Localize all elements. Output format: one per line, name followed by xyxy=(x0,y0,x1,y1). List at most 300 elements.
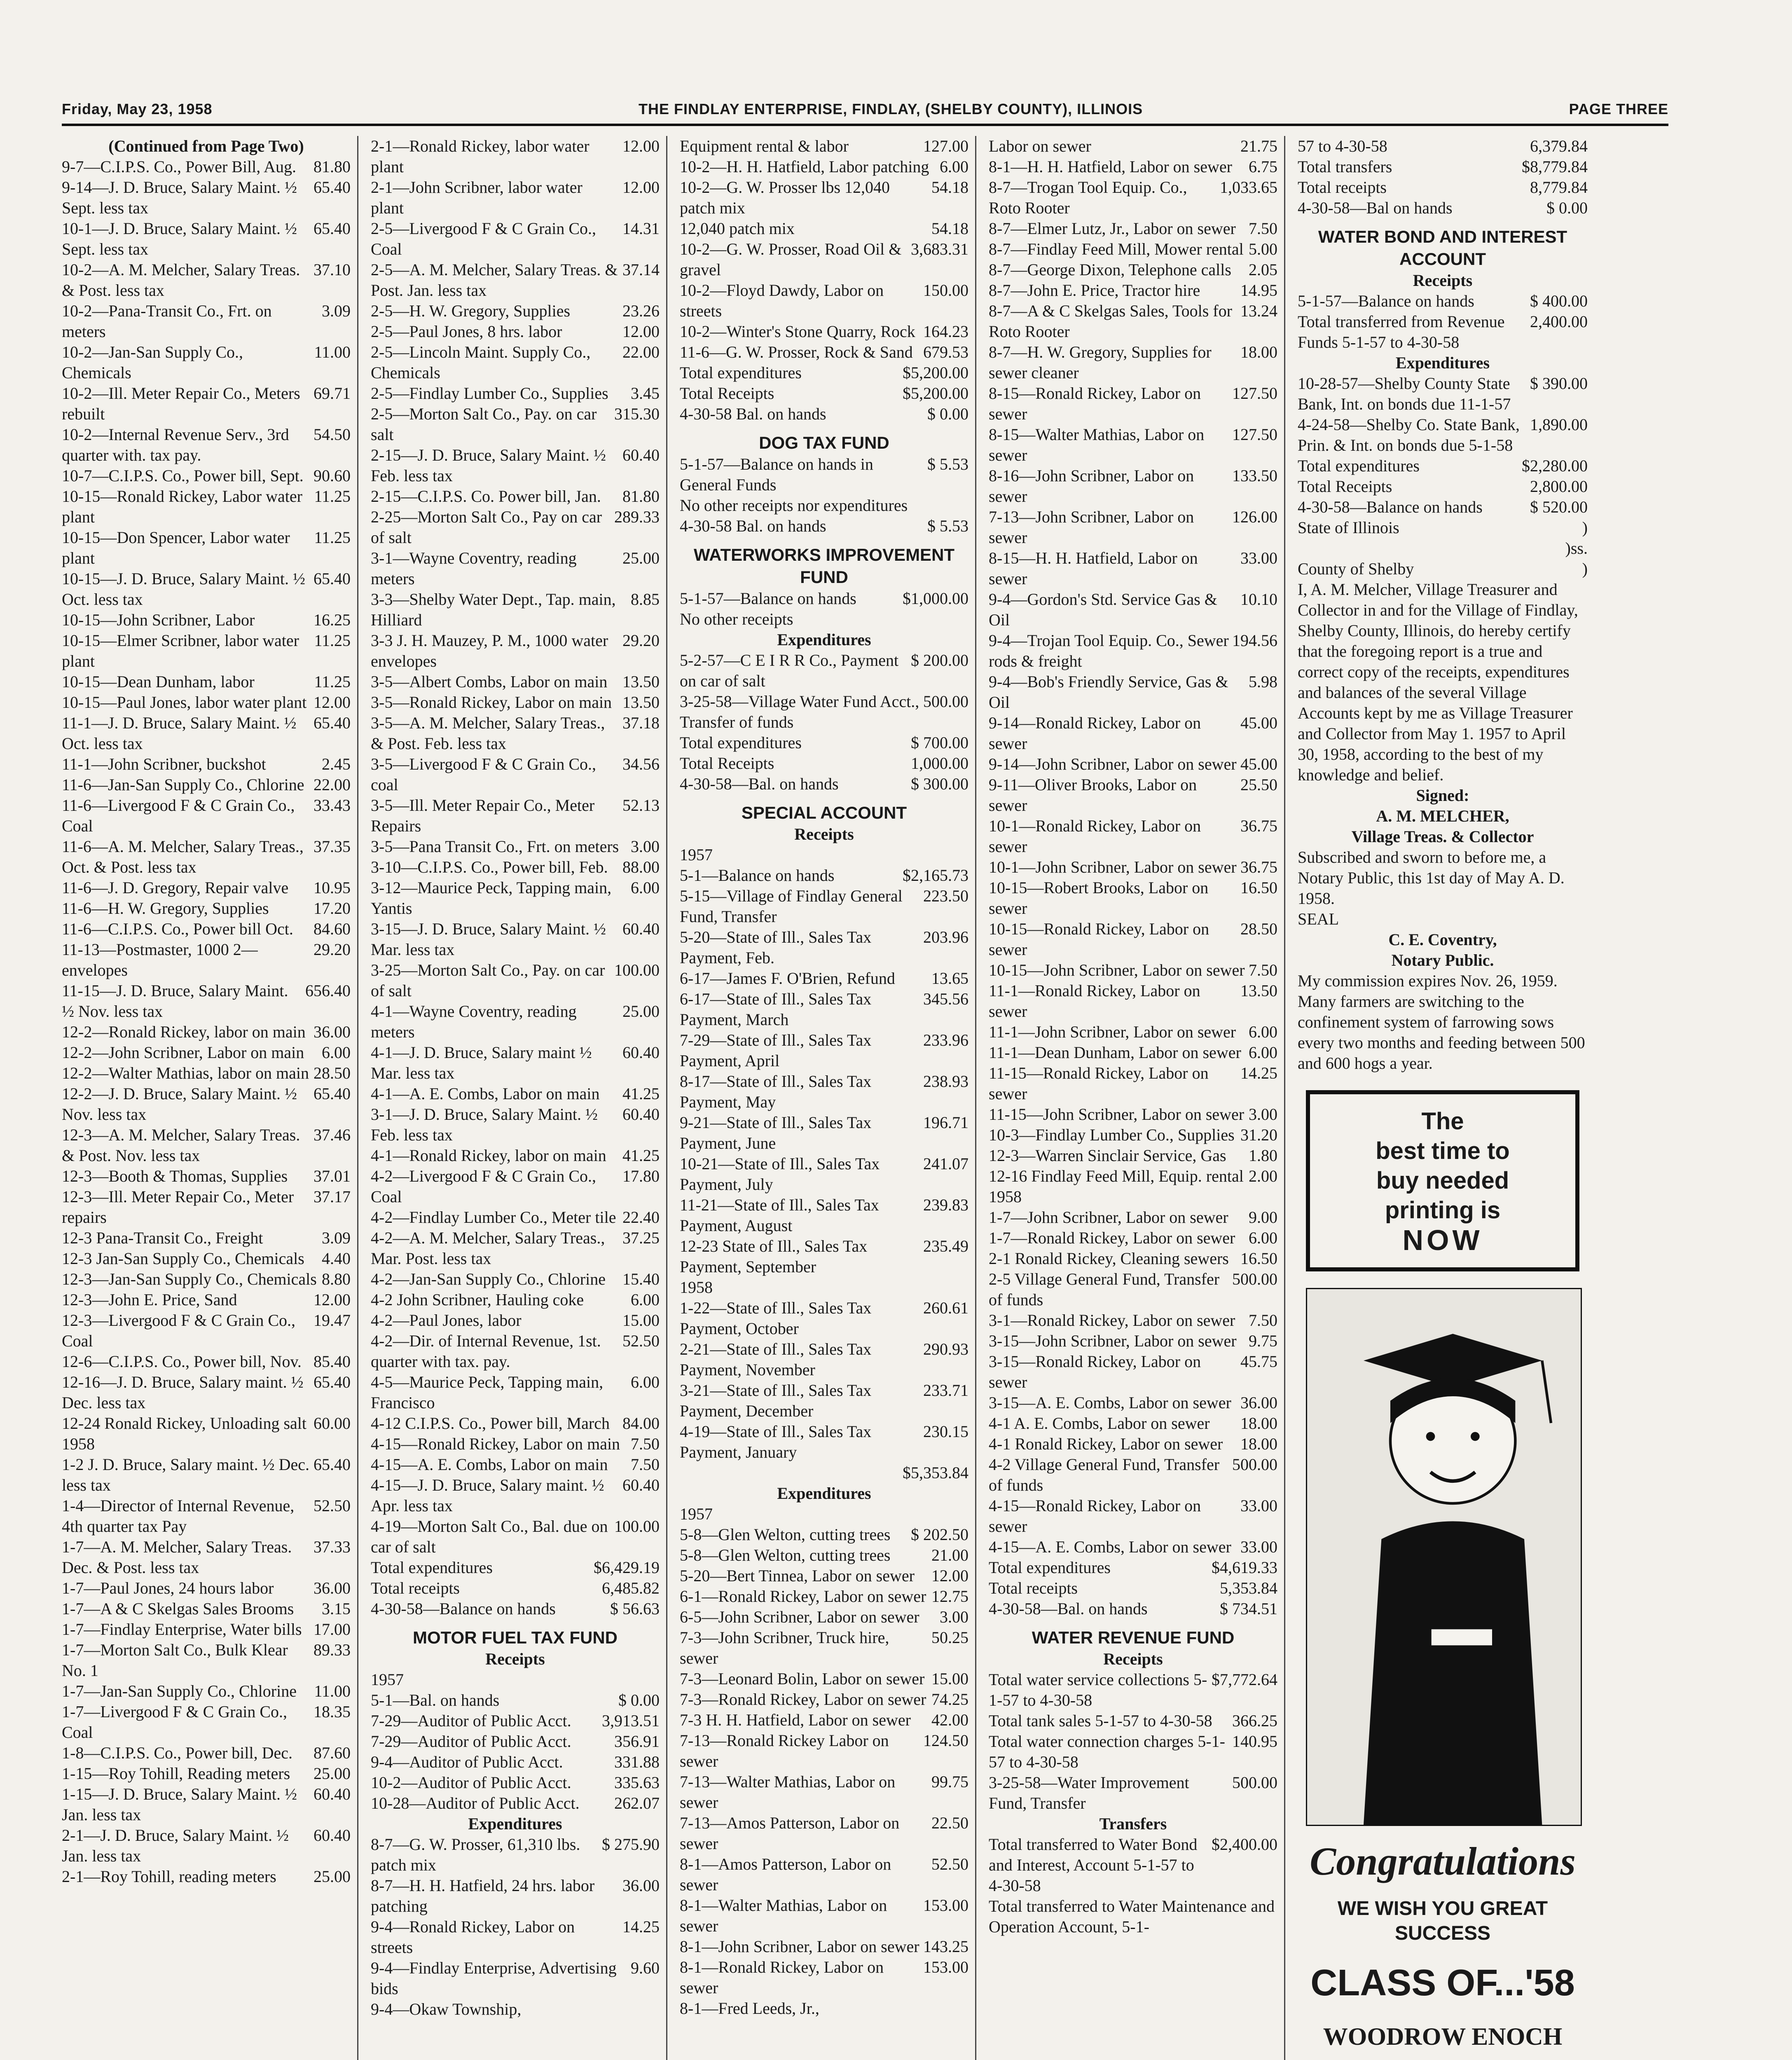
entry-amount: ) xyxy=(1582,518,1588,537)
entry-amount: 500.00 xyxy=(923,692,969,711)
entry-amount: 8.85 xyxy=(631,590,660,609)
ledger-entry xyxy=(680,157,969,177)
entry-amount: 65.40 xyxy=(313,1373,351,1391)
entry-amount: 150.00 xyxy=(923,281,969,300)
graduate-drawing xyxy=(1307,1289,1581,1825)
entry-description: 8-7—George Dixon, Telephone calls xyxy=(989,260,1231,279)
text-paragraph: 1957 xyxy=(680,845,713,864)
section-subheading: Receipts xyxy=(485,1650,545,1668)
ledger-entry xyxy=(371,960,660,1001)
class-text: CLASS OF...'58 xyxy=(1310,1962,1575,2004)
entry-description: 11-6—A. M. Melcher, Salary Treas., Oct. & Post. less tax xyxy=(62,837,304,876)
ledger-entry xyxy=(680,927,969,968)
entry-amount: 3.09 xyxy=(322,302,351,320)
ledger-entry xyxy=(62,1454,351,1496)
entry-amount: $ 275.90 xyxy=(602,1835,660,1854)
ledger-entry xyxy=(680,989,969,1030)
entry-amount: 196.71 xyxy=(923,1113,969,1132)
ledger-entry xyxy=(62,1187,351,1228)
entry-description: 9-4—Trojan Tool Equip. Co., Sewer rods & freight xyxy=(989,631,1229,670)
ledger-entry xyxy=(62,569,351,610)
entry-description: Total receipts xyxy=(371,1579,460,1597)
ledger-entry xyxy=(680,383,969,404)
ledger-entry xyxy=(989,1125,1277,1145)
entry-amount: 9.00 xyxy=(1249,1208,1277,1227)
text-paragraph: No other receipts nor expenditures xyxy=(680,496,908,515)
entry-description: 1-7—Ronald Rickey, Labor on sewer xyxy=(989,1229,1235,1247)
ledger-entry xyxy=(371,1731,660,1752)
entry-amount: 45.75 xyxy=(1240,1352,1277,1371)
ledger-entry xyxy=(989,1207,1277,1228)
ledger-entry xyxy=(371,218,660,260)
entry-description xyxy=(1298,538,1565,559)
ledger-entry xyxy=(62,342,351,383)
entry-amount: 16.50 xyxy=(1240,878,1277,897)
ledger-entry xyxy=(62,1599,351,1619)
entry-description: 1-7—Findlay Enterprise, Water bills xyxy=(62,1620,302,1639)
ledger-entry xyxy=(989,775,1277,816)
entry-description: 4-2 Village General Fund, Transfer of funds xyxy=(989,1455,1220,1494)
entry-description: 1-8—C.I.P.S. Co., Power bill, Dec. xyxy=(62,1744,292,1762)
entry-amount: 45.00 xyxy=(1240,714,1277,732)
ledger-entry xyxy=(371,342,660,383)
entry-amount: 12.00 xyxy=(313,1290,351,1309)
entry-amount: 89.33 xyxy=(313,1641,351,1659)
ledger-entry xyxy=(62,1228,351,1248)
ledger-entry xyxy=(371,548,660,589)
entry-description: 6-1—Ronald Rickey, Labor on sewer xyxy=(680,1587,926,1606)
entry-description: 12-3 Pana-Transit Co., Freight xyxy=(62,1229,263,1247)
entry-description: 10-28—Auditor of Public Acct. xyxy=(371,1794,580,1812)
entry-amount: 19.47 xyxy=(313,1311,351,1330)
newspaper-page xyxy=(62,95,1668,2060)
entry-amount: 25.00 xyxy=(313,1867,351,1886)
ledger-entry xyxy=(371,630,660,672)
section-subheading: Receipts xyxy=(794,825,854,843)
ledger-entry xyxy=(371,1331,660,1372)
entry-amount: 127.50 xyxy=(1232,384,1277,403)
ledger-entry xyxy=(62,1269,351,1290)
ledger-entry xyxy=(62,878,351,898)
entry-amount: 65.40 xyxy=(313,219,351,238)
entry-description: 8-1—John Scribner, Labor on sewer xyxy=(680,1937,919,1956)
entry-description: 10-15—John Scribner, Labor xyxy=(62,611,255,629)
ledger-entry xyxy=(989,1351,1277,1393)
entry-amount: 65.40 xyxy=(313,1084,351,1103)
ledger-entry xyxy=(62,795,351,836)
ledger-entry xyxy=(371,1711,660,1731)
entry-description: Total transferred from Revenue Funds 5-1-57 to 4-30-58 xyxy=(1298,312,1505,351)
ledger-entry xyxy=(989,713,1277,754)
ledger-entry xyxy=(371,1166,660,1207)
entry-amount: $ 0.00 xyxy=(1546,199,1588,217)
ledger-entry xyxy=(371,1228,660,1269)
entry-description: 4-19—State of Ill., Sales Tax Payment, January xyxy=(680,1422,872,1461)
entry-description: 6-17—James F. O'Brien, Refund xyxy=(680,969,895,988)
entry-amount: 11.00 xyxy=(314,343,351,361)
entry-description: 5-1—Balance on hands xyxy=(680,866,835,885)
ledger-entry xyxy=(62,919,351,939)
entry-description: 3-15—A. E. Combs, Labor on sewer xyxy=(989,1393,1231,1412)
entry-description: 6-17—State of Ill., Sales Tax Payment, March xyxy=(680,990,872,1029)
entry-description: Total Receipts xyxy=(680,754,774,772)
ledger-entry xyxy=(989,424,1277,466)
entry-description: 4-24-58—Shelby Co. State Bank, Prin. & Int. on bonds due 5-1-58 xyxy=(1298,415,1520,454)
text-paragraph: 1958 xyxy=(62,1435,95,1453)
ledger-entry xyxy=(1298,311,1588,353)
section-heading: WATERWORKS IMPROVEMENT FUND xyxy=(693,545,955,587)
entry-description: 7-29—Auditor of Public Acct. xyxy=(371,1711,571,1730)
entry-amount: 41.25 xyxy=(622,1146,660,1165)
entry-description: 10-15—J. D. Bruce, Salary Maint. ½ Oct. less tax xyxy=(62,569,306,609)
entry-description: 4-1—J. D. Bruce, Salary maint ½ Mar. less tax xyxy=(371,1043,592,1082)
ledger-entry xyxy=(680,1566,969,1586)
ledger-entry xyxy=(680,177,969,218)
ledger-entry xyxy=(680,516,969,536)
section-subheading: Notary Public. xyxy=(1391,951,1494,969)
ledger-entry xyxy=(989,1537,1277,1557)
entry-amount: 14.95 xyxy=(1240,281,1277,300)
ledger-entry xyxy=(680,1627,969,1669)
masthead-date: Friday, May 23, 1958 xyxy=(62,101,213,117)
ledger-entry xyxy=(680,1463,969,1483)
entry-amount: 1,000.00 xyxy=(911,754,969,772)
entry-description: County of Shelby xyxy=(1298,559,1414,578)
ledger-entry xyxy=(371,321,660,342)
congrats-text: Congratulations xyxy=(1310,1839,1576,1883)
entry-description: 8-16—John Scribner, Labor on sewer xyxy=(989,466,1194,506)
entry-amount: 5.00 xyxy=(1249,240,1277,258)
masthead-page: PAGE THREE xyxy=(1569,101,1668,117)
section-heading: SPECIAL ACCOUNT xyxy=(741,803,907,822)
entry-amount: 153.00 xyxy=(923,1958,969,1976)
entry-amount: 345.56 xyxy=(923,990,969,1008)
entry-amount: 60.40 xyxy=(313,1785,351,1803)
entry-amount: 260.61 xyxy=(923,1299,969,1317)
ledger-entry xyxy=(62,630,351,672)
entry-description: 12,040 patch mix xyxy=(680,219,795,238)
section-subheading: Transfers xyxy=(1099,1814,1167,1833)
column-1 xyxy=(62,136,358,2060)
ledger-entry xyxy=(989,1166,1277,1187)
entry-description: 4-2—Dir. of Internal Revenue, 1st. quarter with tax. pay. xyxy=(371,1332,601,1371)
ledger-entry xyxy=(62,1248,351,1269)
entry-amount: 37.14 xyxy=(622,260,660,279)
ledger-entry xyxy=(680,404,969,424)
entry-amount: 12.75 xyxy=(931,1587,969,1606)
ledger-entry xyxy=(680,1854,969,1895)
gown-shape xyxy=(1364,1521,1542,1825)
entry-description: 4-30-58—Balance on hands xyxy=(1298,498,1483,516)
entry-description: Total expenditures xyxy=(680,733,802,752)
entry-amount: 7.50 xyxy=(631,1435,660,1453)
entry-amount: 33.43 xyxy=(313,796,351,815)
ledger-entry xyxy=(680,239,969,280)
masthead-paper: THE FINDLAY ENTERPRISE, FINDLAY, (SHELBY COUNTY), ILLINOIS xyxy=(639,101,1143,117)
entry-description: Total expenditures xyxy=(680,363,802,382)
column-4 xyxy=(989,136,1285,2060)
entry-description: 9-7—C.I.P.S. Co., Power Bill, Aug. xyxy=(62,157,296,176)
entry-amount: 13.24 xyxy=(1240,302,1277,320)
entry-amount: 18.00 xyxy=(1240,1435,1277,1453)
entry-amount: 60.40 xyxy=(313,1826,351,1845)
entry-description: 4-15—A. E. Combs, Labor on main xyxy=(371,1455,608,1474)
entry-amount: 100.00 xyxy=(614,1517,660,1536)
ledger-entry xyxy=(989,589,1277,630)
entry-amount: 15.00 xyxy=(622,1311,660,1330)
entry-amount: 3,913.51 xyxy=(602,1711,660,1730)
entry-amount: 6.00 xyxy=(631,1373,660,1391)
entry-amount: $6,429.19 xyxy=(594,1558,660,1577)
ledger-entry xyxy=(371,1310,660,1331)
entry-amount: $5,353.84 xyxy=(903,1463,969,1482)
entry-description: 8-7—John E. Price, Tractor hire xyxy=(989,281,1200,300)
entry-amount: 84.00 xyxy=(622,1414,660,1433)
entry-description: 10-15—John Scribner, Labor on sewer xyxy=(989,961,1245,979)
entry-description: 2-5—Paul Jones, 8 hrs. labor xyxy=(371,322,562,341)
text-paragraph: Subscribed and sworn to before me, a Notary Public, this 1st day of May A. D. 1958. xyxy=(1298,848,1565,908)
entry-description: Total receipts xyxy=(1298,178,1387,197)
entry-description: 11-6—C.I.P.S. Co., Power bill Oct. xyxy=(62,920,293,938)
entry-amount: 22.50 xyxy=(931,1814,969,1832)
ledger-entry xyxy=(371,1084,660,1104)
entry-amount: 25.00 xyxy=(622,1002,660,1021)
ledger-entry xyxy=(371,1793,660,1814)
text-paragraph: I, A. M. Melcher, Village Treasurer and Collector in and for the Village of Findlay, Shelby County, Illinois, do hereby certify that the foregoing report is a true and correct copy of the receipts, expenditures and balances of the several Village Accounts kept by me as Village Treasurer and Collector from May 1. 1957 to April 30, 1958, according to the best of my knowledge and belief. xyxy=(1298,580,1578,784)
entry-amount: 11.00 xyxy=(314,1682,351,1700)
entry-amount: 127.00 xyxy=(923,137,969,155)
entry-description: 4-2—Paul Jones, labor xyxy=(371,1311,522,1330)
diploma-icon xyxy=(1431,1628,1493,1646)
entry-description: 4-15—Ronald Rickey, Labor on main xyxy=(371,1435,620,1453)
entry-description: 11-21—State of Ill., Sales Tax Payment, August xyxy=(680,1196,879,1235)
entry-description: 9-4—Auditor of Public Acct. xyxy=(371,1753,563,1771)
entry-description: 3-1—Wayne Coventry, reading meters xyxy=(371,549,577,588)
entry-description: 4-2—A. M. Melcher, Salary Treas., Mar. Post. less tax xyxy=(371,1229,605,1268)
ledger-entry xyxy=(62,939,351,981)
section-heading: MOTOR FUEL TAX FUND xyxy=(413,1628,618,1647)
text-paragraph: 1958 xyxy=(989,1187,1022,1206)
entry-amount: 54.18 xyxy=(931,219,969,238)
ledger-entry xyxy=(371,1475,660,1516)
ledger-entry xyxy=(371,383,660,404)
entry-description: 4-15—Ronald Rickey, Labor on sewer xyxy=(989,1496,1201,1536)
entry-amount: $5,200.00 xyxy=(903,363,969,382)
ledger-entry xyxy=(680,1524,969,1545)
entry-description: 11-6—H. W. Gregory, Supplies xyxy=(62,899,269,918)
entry-amount: 60.40 xyxy=(622,920,660,938)
entry-amount: 153.00 xyxy=(923,1896,969,1915)
entry-description: 3-1—J. D. Bruce, Salary Maint. ½ Feb. less tax xyxy=(371,1105,598,1144)
entry-amount: $1,000.00 xyxy=(903,589,969,608)
entry-amount: 36.00 xyxy=(313,1579,351,1597)
entry-amount: 25.00 xyxy=(622,549,660,567)
entry-amount: 1,033.65 xyxy=(1220,178,1277,197)
entry-amount: 230.15 xyxy=(923,1422,969,1441)
ledger-entry xyxy=(62,424,351,466)
entry-amount: 88.00 xyxy=(622,858,660,876)
entry-description: 11-6—G. W. Prosser, Rock & Sand xyxy=(680,343,913,361)
entry-description: 8-1—Ronald Rickey, Labor on sewer xyxy=(680,1958,884,1997)
section-subheading: C. E. Coventry, xyxy=(1388,930,1497,949)
ledger-entry xyxy=(989,1042,1277,1063)
ledger-entry xyxy=(680,280,969,321)
entry-amount: 238.93 xyxy=(923,1072,969,1091)
entry-amount: 17.20 xyxy=(313,899,351,918)
entry-amount: 356.91 xyxy=(614,1732,660,1751)
ledger-entry xyxy=(680,1710,969,1730)
ledger-entry xyxy=(62,1763,351,1784)
entry-amount: $ 5.53 xyxy=(927,455,969,473)
entry-description: 5-1-57—Balance on hands xyxy=(1298,292,1474,310)
text-paragraph: 9-4—Okaw Township, xyxy=(371,2000,522,2018)
entry-description: State of Illinois xyxy=(1298,518,1399,537)
ledger-entry xyxy=(371,1917,660,1958)
ledger-entry xyxy=(680,1298,969,1339)
entry-description: 10-2—G. W. Prosser lbs 12,040 patch mix xyxy=(680,178,890,217)
ledger-entry xyxy=(989,548,1277,589)
entry-amount: 6.00 xyxy=(631,878,660,897)
entry-amount: 6,485.82 xyxy=(602,1579,660,1597)
ledger-entry xyxy=(371,1958,660,1999)
ledger-entry xyxy=(62,672,351,692)
entry-description: 4-1—Ronald Rickey, labor on main xyxy=(371,1146,606,1165)
entry-description: 7-3—John Scribner, Truck hire, sewer xyxy=(680,1628,889,1667)
ledger-entry xyxy=(62,466,351,486)
entry-amount: $4,619.33 xyxy=(1212,1558,1277,1577)
entry-description: 11-6—J. D. Gregory, Repair valve xyxy=(62,878,289,897)
entry-amount: 12.00 xyxy=(313,693,351,712)
ledger-entry xyxy=(371,1599,660,1619)
entry-description: 6-5—John Scribner, Labor on sewer xyxy=(680,1608,919,1626)
ledger-entry xyxy=(62,1351,351,1372)
entry-amount: 18.00 xyxy=(1240,343,1277,361)
entry-amount: 36.00 xyxy=(622,1876,660,1895)
ledger-entry xyxy=(371,1372,660,1413)
entry-description: 12-16 Findlay Feed Mill, Equip. rental xyxy=(989,1167,1244,1185)
ledger-entry xyxy=(62,1084,351,1125)
entry-amount: 13.50 xyxy=(1240,981,1277,1000)
ledger-entry xyxy=(680,1195,969,1236)
entry-amount: 133.50 xyxy=(1232,466,1277,485)
entry-description: 3-15—John Scribner, Labor on sewer xyxy=(989,1332,1237,1350)
entry-amount: 239.83 xyxy=(923,1196,969,1214)
ledger-entry xyxy=(680,1772,969,1813)
ledger-entry xyxy=(680,1071,969,1112)
ledger-entry xyxy=(680,1380,969,1421)
wish-text: WE WISH YOU GREAT SUCCESS xyxy=(1337,1898,1548,1944)
entry-amount: 13.50 xyxy=(622,693,660,712)
text-paragraph: Total transferred to Water Maintenance and Operation Account, 5-1- xyxy=(989,1897,1275,1936)
entry-description: 11-6—Jan-San Supply Co., Chlorine xyxy=(62,775,304,794)
entry-description: 7-13—Amos Patterson, Labor on sewer xyxy=(680,1814,900,1853)
ledger-entry xyxy=(1298,497,1588,517)
entry-amount: 14.25 xyxy=(1240,1064,1277,1082)
entry-description: 2-5—H. W. Gregory, Supplies xyxy=(371,302,571,320)
ledger-entry xyxy=(62,260,351,301)
ledger-entry xyxy=(62,1537,351,1578)
entry-amount: 233.96 xyxy=(923,1031,969,1049)
entry-description: 10-15—Paul Jones, labor water plant xyxy=(62,693,307,712)
ledger-entry xyxy=(989,1772,1277,1814)
ledger-entry xyxy=(62,1619,351,1640)
ledger-entry xyxy=(62,1578,351,1599)
ledger-entry xyxy=(680,1607,969,1627)
ledger-entry xyxy=(371,1001,660,1042)
ledger-entry xyxy=(371,1690,660,1711)
entry-description: 11-13—Postmaster, 1000 2— envelopes xyxy=(62,940,258,979)
entry-amount: 233.71 xyxy=(923,1381,969,1400)
section-subheading: Signed: xyxy=(1416,786,1469,805)
ledger-entry xyxy=(680,218,969,239)
entry-amount: 331.88 xyxy=(614,1753,660,1771)
ledger-entry xyxy=(62,301,351,342)
ledger-entry xyxy=(989,672,1277,713)
ledger-entry xyxy=(680,1030,969,1071)
entry-amount: $ 520.00 xyxy=(1530,498,1588,516)
ledger-entry xyxy=(680,753,969,774)
entry-description: 3-3 J. H. Mauzey, P. M., 1000 water envelopes xyxy=(371,631,608,670)
entry-description: 7-3—Ronald Rickey, Labor on sewer xyxy=(680,1690,926,1709)
ledger-entry xyxy=(989,342,1277,383)
entry-amount: 31.20 xyxy=(1240,1126,1277,1144)
entry-description: 3-25-58—Water Improvement Fund, Transfer xyxy=(989,1773,1189,1812)
ledger-entry xyxy=(62,692,351,713)
entry-amount: 37.17 xyxy=(313,1187,351,1206)
entry-amount: 290.93 xyxy=(923,1340,969,1358)
entry-amount: $ 200.00 xyxy=(911,651,969,670)
entry-amount: 60.40 xyxy=(622,1476,660,1494)
entry-amount: $ 400.00 xyxy=(1530,292,1588,310)
entry-description: 12-3—Ill. Meter Repair Co., Meter repairs xyxy=(62,1187,294,1227)
entry-amount: 36.00 xyxy=(313,1023,351,1041)
ledger-entry xyxy=(371,1413,660,1434)
entry-amount: 127.50 xyxy=(1232,425,1277,444)
entry-amount: 6,379.84 xyxy=(1530,137,1588,155)
entry-amount: 500.00 xyxy=(1232,1270,1277,1288)
entry-amount: )ss. xyxy=(1565,539,1588,557)
ledger-entry xyxy=(680,342,969,363)
entry-description: 10-2—Internal Revenue Serv., 3rd quarter with. tax pay. xyxy=(62,425,289,464)
text-paragraph: 1957 xyxy=(680,1505,713,1523)
ledger-entry xyxy=(680,454,969,495)
entry-amount: $8,779.84 xyxy=(1522,157,1588,176)
entry-amount: 10.10 xyxy=(1240,590,1277,609)
entry-amount: 50.25 xyxy=(931,1628,969,1647)
entry-description: 3-25-58—Village Water Fund Acct., Transfer of funds xyxy=(680,692,919,731)
entry-amount: 3.00 xyxy=(940,1608,969,1626)
ledger-entry xyxy=(680,363,969,383)
entry-amount: 12.00 xyxy=(622,322,660,341)
entry-description: 9-14—J. D. Bruce, Salary Maint. ½ Sept. less tax xyxy=(62,178,297,217)
ledger-entry xyxy=(371,404,660,445)
entry-amount: 29.20 xyxy=(313,940,351,959)
entry-description: 4-1—A. E. Combs, Labor on main xyxy=(371,1084,600,1103)
entry-description: 3-5—Pana Transit Co., Frt. on meters xyxy=(371,837,619,856)
ledger-entry xyxy=(989,218,1277,239)
entry-description: 12-3—Jan-San Supply Co., Chemicals xyxy=(62,1270,317,1288)
ledger-entry xyxy=(989,1228,1277,1248)
ledger-entry xyxy=(62,1125,351,1166)
ledger-entry xyxy=(62,1063,351,1084)
entry-amount: 500.00 xyxy=(1232,1773,1277,1792)
entry-description: 7-13—Ronald Rickey Labor on sewer xyxy=(680,1731,889,1770)
ledger-entry xyxy=(989,157,1277,177)
entry-amount: 37.01 xyxy=(313,1167,351,1185)
ledger-entry xyxy=(371,1752,660,1772)
entry-amount: 36.75 xyxy=(1240,817,1277,835)
entry-description: 5-8—Glen Welton, cutting trees xyxy=(680,1546,891,1564)
